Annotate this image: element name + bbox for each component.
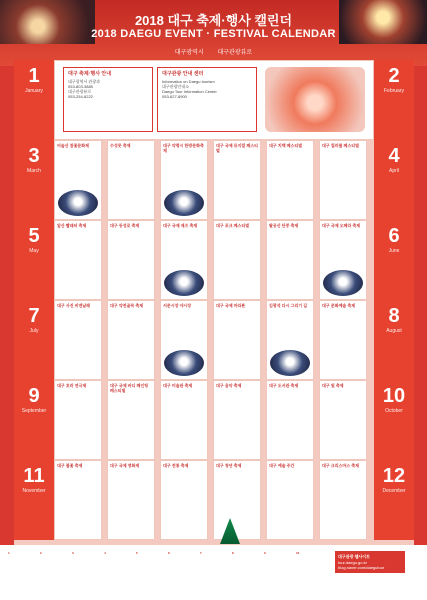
month-september [14,380,54,460]
calendar-grid [14,60,414,545]
event-photo [58,190,98,216]
event-cell[interactable] [213,220,261,300]
month-number: 8 [388,305,400,327]
month-july [14,300,54,380]
event-cell[interactable] [107,140,155,220]
mini-calendar-label: 1 [8,551,10,555]
month-name: December [382,488,406,494]
website-note-title: 대구관광 웹사이트 [338,554,371,559]
info-box-1-title: 대구 축제·행사 안내 [68,71,112,77]
mini-calendar [8,551,38,596]
event-title: 대구 크리스마스 축제 [322,463,359,468]
month-june [374,220,414,300]
event-title: 대구 약전골목 축제 [110,303,144,308]
sponsor-logos [0,47,427,56]
month-number: 5 [28,225,40,247]
info-line: 대구광역시 관광과 [68,79,101,84]
event-cell[interactable] [319,460,367,540]
month-may [14,220,54,300]
mini-calendar [264,551,294,596]
mini-calendar [200,551,230,596]
mini-calendar [168,551,198,596]
mini-calendar [232,551,262,596]
month-name: February [383,88,404,94]
month-february [374,60,414,140]
event-title: 대구 국제 뮤지컬 페스티벌 [216,143,258,153]
event-cell[interactable] [54,140,102,220]
event-photo [323,270,363,296]
event-cell[interactable] [266,220,314,300]
event-cell[interactable] [107,300,155,380]
month-november [14,460,54,540]
month-name: November [22,488,46,494]
month-number: 2 [388,65,400,87]
event-cell[interactable] [160,220,208,300]
event-title: 대구 미술관 축제 [163,383,193,388]
event-cell[interactable] [107,380,155,460]
bottom-mini-calendars [0,545,427,600]
month-march [14,140,54,220]
info-box-1 [63,67,153,132]
mini-calendar [72,551,102,596]
event-cell[interactable] [319,140,367,220]
month-name: June [388,248,400,254]
mini-calendar-label: 2 [40,551,42,555]
month-name: March [27,168,41,174]
event-cell[interactable] [266,140,314,220]
month-number: 10 [382,385,406,407]
event-title: 서문시장 야시장 [163,303,192,308]
event-title: 대구 약령시 한방문화축제 [163,143,204,153]
month-name: July [29,328,39,334]
event-title: 대구 빛 축제 [322,383,344,388]
event-photo [270,350,310,376]
event-cell[interactable] [319,300,367,380]
month-january [14,60,54,140]
event-photo [164,190,204,216]
event-photo [164,350,204,376]
mini-calendar [40,551,70,596]
event-title: 대구 문화예술 축제 [322,303,356,308]
event-cell[interactable] [54,300,102,380]
event-cell[interactable] [213,380,261,460]
calendar-row-4 [14,300,414,380]
month-number: 7 [28,305,40,327]
center-info-panel [54,60,374,140]
event-title: 비슬산 참꽃문화제 [57,143,90,148]
info-line: 053-803-3885 [68,84,93,89]
event-title: 대구 청년 축제 [216,463,242,468]
event-title: 대구 국제 바디 페인팅 페스티벌 [110,383,149,393]
month-number: 6 [388,225,400,247]
title-english: 2018 DAEGU EVENT · FESTIVAL CALENDAR [91,28,336,40]
event-title: 대구 국제 오페라 축제 [322,223,361,228]
mini-calendar [296,551,326,596]
calendar-row-1 [14,60,414,140]
mini-calendar [104,551,134,596]
website-url[interactable]: tour.daegu.go.kr [338,560,367,565]
event-cell[interactable] [213,300,261,380]
event-title: 대구 치맥 페스티벌 [269,143,303,148]
event-title: 대구 음악 축제 [216,383,242,388]
event-cell[interactable] [266,380,314,460]
calendar-row-6 [14,460,414,540]
mini-calendar-label: 8 [232,551,234,555]
event-title: 대구 예술 주간 [269,463,295,468]
month-number: 11 [23,465,45,487]
event-cell[interactable] [160,460,208,540]
mini-calendar-label: 6 [168,551,170,555]
tourism-website-note [335,551,405,573]
month-name: October [385,408,403,414]
info-box-2 [157,67,257,132]
event-title: 대구 포크 페스티벌 [216,223,250,228]
mini-calendar [136,551,166,596]
event-photo [164,270,204,296]
event-cell[interactable] [266,460,314,540]
event-cell[interactable] [266,300,314,380]
calendar-row-5 [14,380,414,460]
info-line: 053-627-8900 [162,94,187,99]
month-name: May [29,248,39,254]
mini-calendar-label: 5 [136,551,138,555]
website-url[interactable]: blog.naver.com/daegutour [338,565,385,570]
month-name: September [21,408,47,414]
event-title: 대구 사진 비엔날레 [57,303,91,308]
event-cell[interactable] [160,380,208,460]
event-cell[interactable] [54,460,102,540]
event-title: 앞산 빨래터 축제 [57,223,87,228]
event-title: 팔공산 단풍 축제 [269,223,299,228]
event-cell[interactable] [107,460,155,540]
event-title: 대구 컬러풀 페스티벌 [322,143,359,148]
mini-calendar-label: 9 [264,551,266,555]
info-line: 대구관광뷰로 [68,89,92,94]
month-april [374,140,414,220]
event-cell[interactable] [213,140,261,220]
mini-calendar-label: 3 [72,551,74,555]
month-number: 9 [28,385,40,407]
month-august [374,300,414,380]
event-cell[interactable] [107,220,155,300]
month-name: January [25,88,43,94]
event-title: 대구 국제 재즈 축제 [163,223,198,228]
event-title: 대구 국제 영화제 [110,463,140,468]
info-line: Daegu Tour Information Center [162,89,217,94]
event-title: 대구 도서관 축제 [269,383,299,388]
event-title: 대구 호러 연극제 [57,383,87,388]
event-cell[interactable] [160,140,208,220]
month-name: August [386,328,402,334]
month-october [374,380,414,460]
mini-calendar-label: 4 [104,551,106,555]
event-title: 수성못 축제 [110,143,131,148]
logo-daegu-tourism: 대구관광뷰로 [217,50,253,56]
event-title: 김광석 다시 그리기 길 [269,303,308,308]
event-cell[interactable] [54,380,102,460]
event-cell[interactable] [319,380,367,460]
event-cell[interactable] [160,300,208,380]
info-line: 대구관광안내소 [162,84,190,89]
event-title: 대구 전통 축제 [163,463,189,468]
poster-header [0,0,427,66]
info-line: 053-254-8222 [68,94,93,99]
event-cell[interactable] [213,460,261,540]
mini-calendar-label: 10 [296,551,300,555]
event-title: 대구 불꽃 축제 [57,463,83,468]
title-korean: 2018 대구 축제·행사 캘린더 [134,13,293,28]
info-line: Information on Daegu tourism [162,79,215,84]
month-number: 1 [28,65,40,87]
calendar-row-2 [14,140,414,220]
event-title: 대구 국제 마라톤 [216,303,246,308]
event-cell[interactable] [54,220,102,300]
event-cell[interactable] [319,220,367,300]
event-title: 대구 동성로 축제 [110,223,140,228]
month-december [374,460,414,540]
mini-calendar-label: 7 [200,551,202,555]
calendar-row-3 [14,220,414,300]
hero-illustration [265,67,365,132]
info-box-2-title: 대구관광 안내 센터 [162,71,204,77]
month-number: 12 [382,465,406,487]
logo-daegu-city: 대구광역시 [174,50,204,56]
month-number: 3 [28,145,40,167]
month-number: 4 [388,145,400,167]
month-name: April [388,168,399,174]
